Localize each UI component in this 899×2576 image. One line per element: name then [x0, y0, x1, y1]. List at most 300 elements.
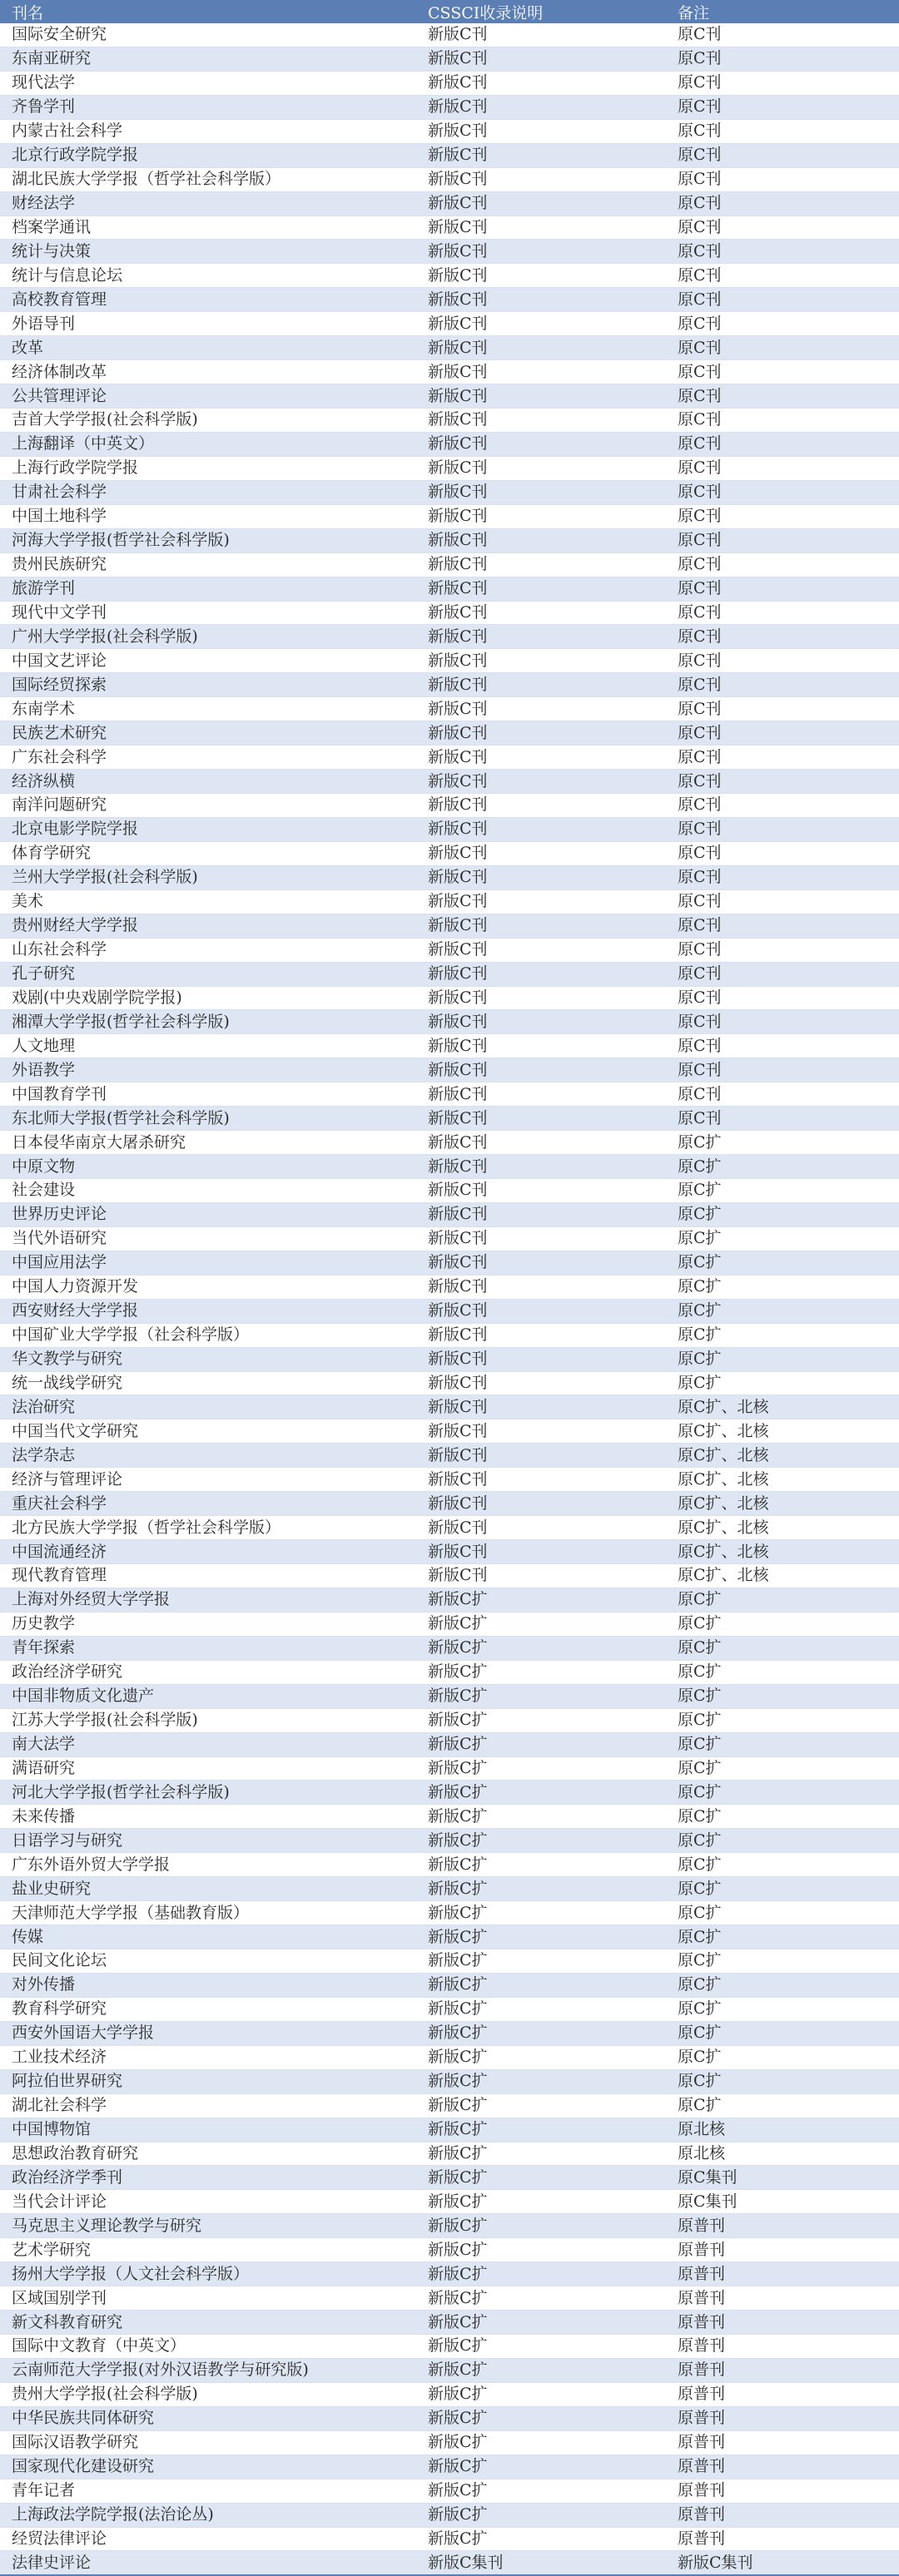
cssci-status-cell: 新版C刊: [416, 1347, 666, 1371]
cssci-status-cell: 新版C扩: [416, 2021, 666, 2045]
table-row: [0, 384, 899, 409]
journal-name-cell: 传媒: [0, 1925, 416, 1949]
table-row: [0, 1588, 899, 1612]
remark-cell: 原C扩: [666, 1660, 899, 1684]
journal-name-cell: 东北师大学报(哲学社会科学版): [0, 1107, 416, 1131]
journal-name-cell: 法治研究: [0, 1395, 416, 1419]
journal-name-cell: 西安财经大学学报: [0, 1299, 416, 1323]
remark-cell: 原C刊: [666, 552, 899, 577]
journal-name-cell: 盐业史研究: [0, 1877, 416, 1901]
cssci-status-cell: 新版C扩: [416, 2382, 666, 2406]
journal-name-cell: 当代会计评论: [0, 2190, 416, 2214]
cssci-status-cell: 新版C刊: [416, 1371, 666, 1395]
journal-name-cell: 上海行政学院学报: [0, 456, 416, 480]
table-row: [0, 1925, 899, 1949]
cssci-status-cell: 新版C刊: [416, 601, 666, 625]
table-row: [0, 95, 899, 119]
remark-cell: 原普刊: [666, 2406, 899, 2430]
journal-name-cell: 齐鲁学刊: [0, 95, 416, 119]
cssci-status-cell: 新版C刊: [416, 1010, 666, 1034]
table-row: [0, 1636, 899, 1660]
remark-cell: 原C刊: [666, 841, 899, 865]
cssci-status-cell: 新版C刊: [416, 264, 666, 288]
remark-cell: 原C刊: [666, 649, 899, 673]
remark-cell: 原C刊: [666, 432, 899, 456]
cssci-status-cell: 新版C刊: [416, 1419, 666, 1444]
remark-cell: 原C扩: [666, 1925, 899, 1949]
journal-name-cell: 甘肃社会科学: [0, 480, 416, 504]
journal-name-cell: 中国当代文学研究: [0, 1419, 416, 1444]
remark-cell: 原普刊: [666, 2286, 899, 2311]
cssci-status-cell: 新版C扩: [416, 1588, 666, 1612]
journal-name-cell: 江苏大学学报(社会科学版): [0, 1708, 416, 1732]
remark-cell: 原C刊: [666, 288, 899, 312]
journal-name-cell: 孔子研究: [0, 962, 416, 986]
table-row: [0, 504, 899, 528]
remark-cell: 原C扩: [666, 1901, 899, 1925]
journal-name-cell: 经济体制改革: [0, 360, 416, 384]
journal-name-cell: 对外传播: [0, 1973, 416, 1997]
table-row: [0, 2262, 899, 2286]
journal-name-cell: 中国文艺评论: [0, 649, 416, 673]
table-row: [0, 336, 899, 360]
table-row: [0, 1877, 899, 1901]
journal-name-cell: 吉首大学学报(社会科学版): [0, 409, 416, 433]
journal-name-cell: 北京电影学院学报: [0, 817, 416, 841]
remark-cell: 原C扩、北核: [666, 1540, 899, 1564]
table-row: [0, 2190, 899, 2214]
journal-name-cell: 中国土地科学: [0, 504, 416, 528]
remark-cell: 原C扩: [666, 1781, 899, 1805]
cssci-status-cell: 新版C刊: [416, 962, 666, 986]
cssci-status-cell: 新版C刊: [416, 770, 666, 794]
cssci-status-cell: 新版C刊: [416, 697, 666, 721]
table-row: [0, 1564, 899, 1588]
journal-name-cell: 兰州大学学报(社会科学版): [0, 865, 416, 889]
journal-name-cell: 中国矿业大学学报（社会科学版）: [0, 1323, 416, 1347]
table-row: [0, 962, 899, 986]
cssci-status-cell: 新版C刊: [416, 938, 666, 962]
table-row: [0, 1299, 899, 1323]
journal-name-cell: 湖北民族大学学报（哲学社会科学版）: [0, 167, 416, 191]
cssci-status-cell: 新版C刊: [416, 1275, 666, 1299]
cssci-status-cell: 新版C刊: [416, 1131, 666, 1155]
journal-name-cell: 中国博物馆: [0, 2118, 416, 2142]
cssci-status-cell: 新版C刊: [416, 865, 666, 889]
remark-cell: 原C扩: [666, 1805, 899, 1829]
cssci-status-cell: 新版C扩: [416, 1829, 666, 1853]
table-row: [0, 2238, 899, 2262]
journal-name-cell: 统计与决策: [0, 240, 416, 264]
cssci-status-cell: 新版C扩: [416, 2190, 666, 2214]
journal-name-cell: 未来传播: [0, 1805, 416, 1829]
journal-name-cell: 东南学术: [0, 697, 416, 721]
cssci-status-cell: 新版C扩: [416, 2238, 666, 2262]
remark-cell: 原普刊: [666, 2382, 899, 2406]
remark-cell: 原C扩: [666, 1275, 899, 1299]
remark-cell: 原C扩: [666, 1179, 899, 1203]
journal-name-cell: 马克思主义理论教学与研究: [0, 2214, 416, 2238]
table-row: [0, 1058, 899, 1082]
cssci-status-cell: 新版C刊: [416, 1251, 666, 1275]
cssci-status-cell: 新版C刊: [416, 432, 666, 456]
cssci-status-cell: 新版C刊: [416, 191, 666, 215]
remark-cell: 原C扩: [666, 1131, 899, 1155]
table-row: [0, 1202, 899, 1226]
remark-cell: 原C扩: [666, 1877, 899, 1901]
header-row: [0, 0, 899, 23]
table-row: [0, 673, 899, 697]
table-row: [0, 1226, 899, 1251]
remark-cell: 原C集刊: [666, 2190, 899, 2214]
remark-cell: 原C刊: [666, 601, 899, 625]
remark-cell: 原C刊: [666, 504, 899, 528]
journal-name-cell: 广东社会科学: [0, 746, 416, 770]
cssci-status-cell: 新版C刊: [416, 288, 666, 312]
table-row: [0, 167, 899, 191]
remark-cell: 原普刊: [666, 2503, 899, 2527]
journal-name-cell: 扬州大学学报（人文社会科学版）: [0, 2262, 416, 2286]
table-row: [0, 914, 899, 938]
table-row: [0, 264, 899, 288]
header-cssci-status: CSSCI收录说明: [416, 0, 666, 23]
cssci-status-cell: 新版C刊: [416, 1516, 666, 1540]
table-row: [0, 1347, 899, 1371]
cssci-status-cell: 新版C扩: [416, 2503, 666, 2527]
journal-name-cell: 外语导刊: [0, 312, 416, 336]
cssci-status-cell: 新版C刊: [416, 914, 666, 938]
journal-name-cell: 外语教学: [0, 1058, 416, 1082]
journal-name-cell: 经贸法律评论: [0, 2527, 416, 2551]
cssci-status-cell: 新版C扩: [416, 2479, 666, 2503]
remark-cell: 原C扩、北核: [666, 1564, 899, 1588]
cssci-status-cell: 新版C扩: [416, 2045, 666, 2069]
cssci-status-cell: 新版C扩: [416, 2455, 666, 2479]
remark-cell: 原C刊: [666, 95, 899, 119]
remark-cell: 原C刊: [666, 240, 899, 264]
remark-cell: 原C刊: [666, 889, 899, 914]
journal-name-cell: 教育科学研究: [0, 1997, 416, 2021]
remark-cell: 原普刊: [666, 2262, 899, 2286]
table-row: [0, 841, 899, 865]
remark-cell: 原C刊: [666, 697, 899, 721]
cssci-status-cell: 新版C刊: [416, 312, 666, 336]
cssci-status-cell: 新版C刊: [416, 95, 666, 119]
remark-cell: 原C扩: [666, 1949, 899, 1974]
cssci-status-cell: 新版C扩: [416, 2093, 666, 2118]
table-row: [0, 1251, 899, 1275]
table-row: [0, 2118, 899, 2142]
cssci-status-cell: 新版C刊: [416, 1564, 666, 1588]
table-body: [0, 23, 899, 2575]
remark-cell: 原普刊: [666, 2527, 899, 2551]
journal-name-cell: 阿拉伯世界研究: [0, 2069, 416, 2093]
table-row: [0, 432, 899, 456]
cssci-status-cell: 新版C刊: [416, 23, 666, 47]
cssci-status-cell: 新版C扩: [416, 1925, 666, 1949]
remark-cell: 原C刊: [666, 746, 899, 770]
remark-cell: 原C扩、北核: [666, 1492, 899, 1516]
cssci-status-cell: 新版C刊: [416, 336, 666, 360]
table-row: [0, 312, 899, 336]
cssci-status-cell: 新版C刊: [416, 1082, 666, 1107]
remark-cell: 原C刊: [666, 625, 899, 649]
remark-cell: 原C扩、北核: [666, 1516, 899, 1540]
journal-name-cell: 政治经济学研究: [0, 1660, 416, 1684]
journal-name-cell: 东南亚研究: [0, 47, 416, 71]
remark-cell: 原C扩: [666, 1829, 899, 1853]
remark-cell: 原C刊: [666, 721, 899, 746]
remark-cell: 原C刊: [666, 673, 899, 697]
table-row: [0, 215, 899, 240]
table-row: [0, 889, 899, 914]
cssci-status-cell: 新版C刊: [416, 1468, 666, 1492]
table-row: [0, 1684, 899, 1708]
table-row: [0, 938, 899, 962]
remark-cell: 原C刊: [666, 1107, 899, 1131]
journal-name-cell: 国际安全研究: [0, 23, 416, 47]
cssci-status-cell: 新版C扩: [416, 1708, 666, 1732]
journal-name-cell: 天津师范大学学报（基础教育版）: [0, 1901, 416, 1925]
remark-cell: 原C刊: [666, 938, 899, 962]
table-row: [0, 1732, 899, 1756]
table-row: [0, 1540, 899, 1564]
table-row: [0, 746, 899, 770]
table-row: [0, 625, 899, 649]
cssci-status-cell: 新版C扩: [416, 1756, 666, 1781]
journal-name-cell: 工业技术经济: [0, 2045, 416, 2069]
remark-cell: 原C刊: [666, 865, 899, 889]
journal-name-cell: 云南师范大学学报(对外汉语教学与研究版): [0, 2358, 416, 2382]
cssci-status-cell: 新版C刊: [416, 746, 666, 770]
remark-cell: 原C扩: [666, 1612, 899, 1636]
cssci-status-cell: 新版C集刊: [416, 2551, 666, 2575]
remark-cell: 原C刊: [666, 384, 899, 409]
remark-cell: 原普刊: [666, 2238, 899, 2262]
remark-cell: 原C扩: [666, 1756, 899, 1781]
cssci-status-cell: 新版C扩: [416, 2527, 666, 2551]
table-row: [0, 191, 899, 215]
table-row: [0, 1468, 899, 1492]
table-row: [0, 2286, 899, 2311]
table-row: [0, 2021, 899, 2045]
table-row: [0, 794, 899, 818]
table-row: [0, 1612, 899, 1636]
journal-name-cell: 广东外语外贸大学学报: [0, 1853, 416, 1877]
table-row: [0, 1323, 899, 1347]
remark-cell: 原C扩: [666, 1347, 899, 1371]
cssci-status-cell: 新版C扩: [416, 2358, 666, 2382]
table-row: [0, 1781, 899, 1805]
table-row: [0, 1419, 899, 1444]
journal-name-cell: 国家现代化建设研究: [0, 2455, 416, 2479]
cssci-status-cell: 新版C扩: [416, 1877, 666, 1901]
cssci-status-cell: 新版C扩: [416, 1805, 666, 1829]
table-row: [0, 2430, 899, 2455]
table-row: [0, 577, 899, 601]
remark-cell: 原C扩: [666, 1155, 899, 1179]
remark-cell: 原普刊: [666, 2214, 899, 2238]
journal-name-cell: 法律史评论: [0, 2551, 416, 2575]
cssci-status-cell: 新版C刊: [416, 1540, 666, 1564]
journal-name-cell: 满语研究: [0, 1756, 416, 1781]
table-row: [0, 2093, 899, 2118]
journal-name-cell: 民间文化论坛: [0, 1949, 416, 1974]
table-row: [0, 143, 899, 167]
remark-cell: 原C刊: [666, 577, 899, 601]
remark-cell: 原C扩: [666, 2069, 899, 2093]
table-row: [0, 1708, 899, 1732]
table-row: [0, 1010, 899, 1034]
journal-name-cell: 国际中文教育（中英文）: [0, 2335, 416, 2359]
table-row: [0, 817, 899, 841]
journal-name-cell: 南洋问题研究: [0, 794, 416, 818]
table-header: [0, 0, 899, 23]
remark-cell: 原北核: [666, 2118, 899, 2142]
journal-name-cell: 中国应用法学: [0, 1251, 416, 1275]
journal-name-cell: 财经法学: [0, 191, 416, 215]
table-row: [0, 1853, 899, 1877]
remark-cell: 原C刊: [666, 336, 899, 360]
cssci-status-cell: 新版C扩: [416, 1949, 666, 1974]
cssci-status-cell: 新版C刊: [416, 504, 666, 528]
table-row: [0, 2358, 899, 2382]
journal-name-cell: 中国人力资源开发: [0, 1275, 416, 1299]
journal-name-cell: 中国流通经济: [0, 1540, 416, 1564]
table-row: [0, 1997, 899, 2021]
cssci-status-cell: 新版C扩: [416, 2262, 666, 2286]
cssci-status-cell: 新版C刊: [416, 1107, 666, 1131]
cssci-status-cell: 新版C扩: [416, 1636, 666, 1660]
journal-name-cell: 公共管理评论: [0, 384, 416, 409]
remark-cell: 原C刊: [666, 794, 899, 818]
journal-name-cell: 政治经济学季刊: [0, 2166, 416, 2190]
journal-name-cell: 中国非物质文化遗产: [0, 1684, 416, 1708]
cssci-status-cell: 新版C刊: [416, 360, 666, 384]
cssci-status-cell: 新版C扩: [416, 2166, 666, 2190]
journal-name-cell: 河海大学学报(哲学社会科学版): [0, 528, 416, 552]
table-row: [0, 288, 899, 312]
table-row: [0, 770, 899, 794]
cssci-status-cell: 新版C刊: [416, 1155, 666, 1179]
cssci-status-cell: 新版C刊: [416, 552, 666, 577]
journal-name-cell: 日本侵华南京大屠杀研究: [0, 1131, 416, 1155]
remark-cell: 原C扩: [666, 1708, 899, 1732]
remark-cell: 原C刊: [666, 191, 899, 215]
table-row: [0, 2214, 899, 2238]
cssci-status-cell: 新版C刊: [416, 1058, 666, 1082]
journal-name-cell: 上海政法学院学报(法治论丛): [0, 2503, 416, 2527]
remark-cell: 原C扩: [666, 1371, 899, 1395]
journal-name-cell: 体育学研究: [0, 841, 416, 865]
remark-cell: 原C刊: [666, 1082, 899, 1107]
journal-name-cell: 山东社会科学: [0, 938, 416, 962]
table-row: [0, 1034, 899, 1058]
remark-cell: 原C扩: [666, 1323, 899, 1347]
cssci-status-cell: 新版C刊: [416, 1492, 666, 1516]
table-row: [0, 2045, 899, 2069]
table-row: [0, 1805, 899, 1829]
table-row: [0, 865, 899, 889]
table-row: [0, 2503, 899, 2527]
cssci-status-cell: 新版C扩: [416, 2214, 666, 2238]
remark-cell: 原普刊: [666, 2430, 899, 2455]
cssci-status-cell: 新版C刊: [416, 841, 666, 865]
journal-name-cell: 北京行政学院学报: [0, 143, 416, 167]
remark-cell: 原C刊: [666, 143, 899, 167]
remark-cell: 原C刊: [666, 1010, 899, 1034]
journal-name-cell: 国际经贸探索: [0, 673, 416, 697]
journal-name-cell: 河北大学学报(哲学社会科学版): [0, 1781, 416, 1805]
journal-name-cell: 北方民族大学学报（哲学社会科学版）: [0, 1516, 416, 1540]
cssci-status-cell: 新版C扩: [416, 2069, 666, 2093]
remark-cell: 原C集刊: [666, 2166, 899, 2190]
cssci-status-cell: 新版C刊: [416, 1179, 666, 1203]
journal-name-cell: 人文地理: [0, 1034, 416, 1058]
cssci-status-cell: 新版C刊: [416, 577, 666, 601]
cssci-status-cell: 新版C刊: [416, 1202, 666, 1226]
remark-cell: 原普刊: [666, 2358, 899, 2382]
table-row: [0, 1516, 899, 1540]
cssci-status-cell: 新版C刊: [416, 817, 666, 841]
table-row: [0, 601, 899, 625]
cssci-status-cell: 新版C扩: [416, 2142, 666, 2166]
remark-cell: 原C扩: [666, 1588, 899, 1612]
table-row: [0, 1444, 899, 1468]
journal-name-cell: 湘潭大学学报(哲学社会科学版): [0, 1010, 416, 1034]
remark-cell: 原C扩: [666, 1973, 899, 1997]
remark-cell: 原C扩: [666, 1636, 899, 1660]
cssci-status-cell: 新版C刊: [416, 384, 666, 409]
journal-name-cell: 新文科教育研究: [0, 2311, 416, 2335]
table-row: [0, 2382, 899, 2406]
remark-cell: 原C刊: [666, 215, 899, 240]
cssci-status-cell: 新版C扩: [416, 1732, 666, 1756]
remark-cell: 原C刊: [666, 119, 899, 143]
remark-cell: 原C刊: [666, 817, 899, 841]
remark-cell: 原C扩: [666, 1226, 899, 1251]
remark-cell: 原C扩: [666, 1684, 899, 1708]
table-row: [0, 1107, 899, 1131]
remark-cell: 原C刊: [666, 480, 899, 504]
table-row: [0, 2166, 899, 2190]
remark-cell: 原C扩: [666, 1732, 899, 1756]
cssci-status-cell: 新版C刊: [416, 649, 666, 673]
journal-name-cell: 档案学通讯: [0, 215, 416, 240]
table-row: [0, 1395, 899, 1419]
cssci-status-cell: 新版C扩: [416, 1997, 666, 2021]
cssci-status-cell: 新版C刊: [416, 167, 666, 191]
journal-name-cell: 湖北社会科学: [0, 2093, 416, 2118]
remark-cell: 原C扩、北核: [666, 1419, 899, 1444]
journal-name-cell: 改革: [0, 336, 416, 360]
journal-name-cell: 华文教学与研究: [0, 1347, 416, 1371]
remark-cell: 原C刊: [666, 914, 899, 938]
remark-cell: 原普刊: [666, 2311, 899, 2335]
table-row: [0, 2406, 899, 2430]
journal-name-cell: 现代法学: [0, 71, 416, 95]
journal-name-cell: 西安外国语大学学报: [0, 2021, 416, 2045]
journal-name-cell: 日语学习与研究: [0, 1829, 416, 1853]
journal-name-cell: 区域国别学刊: [0, 2286, 416, 2311]
cssci-status-cell: 新版C扩: [416, 2311, 666, 2335]
cssci-status-cell: 新版C扩: [416, 1684, 666, 1708]
cssci-status-cell: 新版C刊: [416, 1226, 666, 1251]
table-row: [0, 649, 899, 673]
table-row: [0, 1756, 899, 1781]
journal-name-cell: 当代外语研究: [0, 1226, 416, 1251]
table-row: [0, 47, 899, 71]
